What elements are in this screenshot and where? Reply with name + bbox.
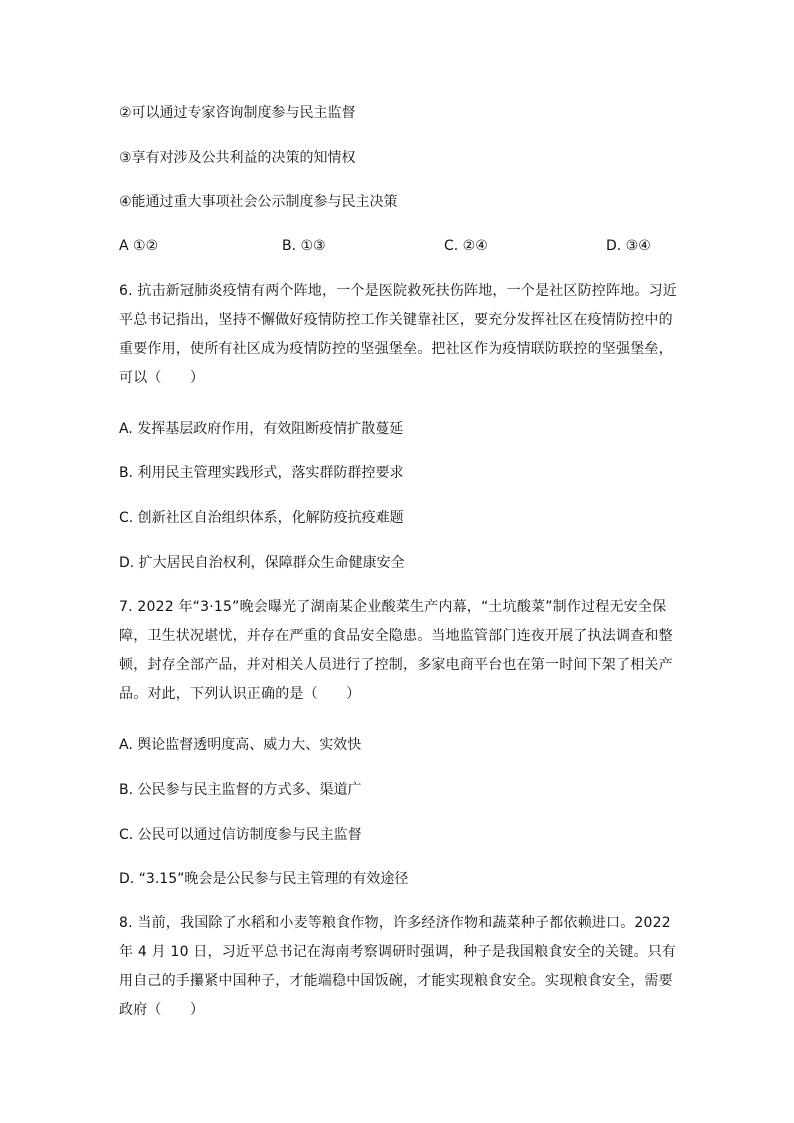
q8-stem: 8. 当前，我国除了水稻和小麦等粮食作物，许多经济作物和蔬菜种子都依赖进口。2022 年 4 月 10 日，习近平总书记在海南考察调研时强调，种子是我国粮食安全的关键。只有用自己的手攥紧中国种子，才能端稳中国饭碗，才能实现粮食安全。实现粮食安全，需要政府（ ） bbox=[119, 915, 677, 1018]
q5-statement-3: ③享有对涉及公共利益的决策的知情权 bbox=[119, 150, 356, 166]
q7-stem: 7. 2022 年“3·15”晚会曝光了湖南某企业酸菜生产内幕，“土坑酸菜”制作过程无安全保障，卫生状况堪忧，并存在严重的食品安全隐患。当地监管部门连夜开展了执法调查和整顿，封存全部产品，并对相关人员进行了控制，多家电商平台也在第一时间下架了相关产品。对此，下列认识正确的是（ ） bbox=[119, 599, 673, 702]
q5-statement-4: ④能通过重大事项社会公示制度参与民主决策 bbox=[119, 194, 398, 210]
q7-option-c: C. 公民可以通过信访制度参与民主监督 bbox=[119, 827, 362, 843]
q5-option-d: D. ③④ bbox=[606, 238, 651, 254]
q6-stem: 6. 抗击新冠肺炎疫情有两个阵地，一个是医院救死扶伤阵地，一个是社区防控阵地。习近平总书记指出，坚持不懈做好疫情防控工作关键靠社区，要充分发挥社区在疫情防控中的重要作用，使所有社区成为疫情防控的坚强堡垒。把社区作为疫情联防联控的坚强堡垒，可以（ ） bbox=[119, 283, 678, 386]
q7-option-b: B. 公民参与民主监督的方式多、渠道广 bbox=[119, 782, 362, 798]
q6-option-d: D. 扩大居民自治权利，保障群众生命健康安全 bbox=[119, 555, 405, 571]
q6-option-b: B. 利用民主管理实践形式，落实群防群控要求 bbox=[119, 465, 404, 481]
q5-statement-2: ②可以通过专家咨询制度参与民主监督 bbox=[119, 105, 356, 121]
q7-option-a: A. 舆论监督透明度高、威力大、实效快 bbox=[119, 737, 362, 753]
q6-option-c: C. 创新社区自治组织体系，化解防疫抗疫难题 bbox=[119, 510, 404, 526]
q7-option-d: D. “3.15”晚会是公民参与民主管理的有效途径 bbox=[119, 871, 409, 887]
q5-option-c: C. ②④ bbox=[444, 238, 488, 254]
q5-option-a: A ①② bbox=[119, 238, 159, 254]
q5-options bbox=[119, 236, 679, 256]
q6-option-a: A. 发挥基层政府作用，有效阻断疫情扩散蔓延 bbox=[119, 421, 404, 437]
q5-option-b: B. ①③ bbox=[282, 238, 326, 254]
